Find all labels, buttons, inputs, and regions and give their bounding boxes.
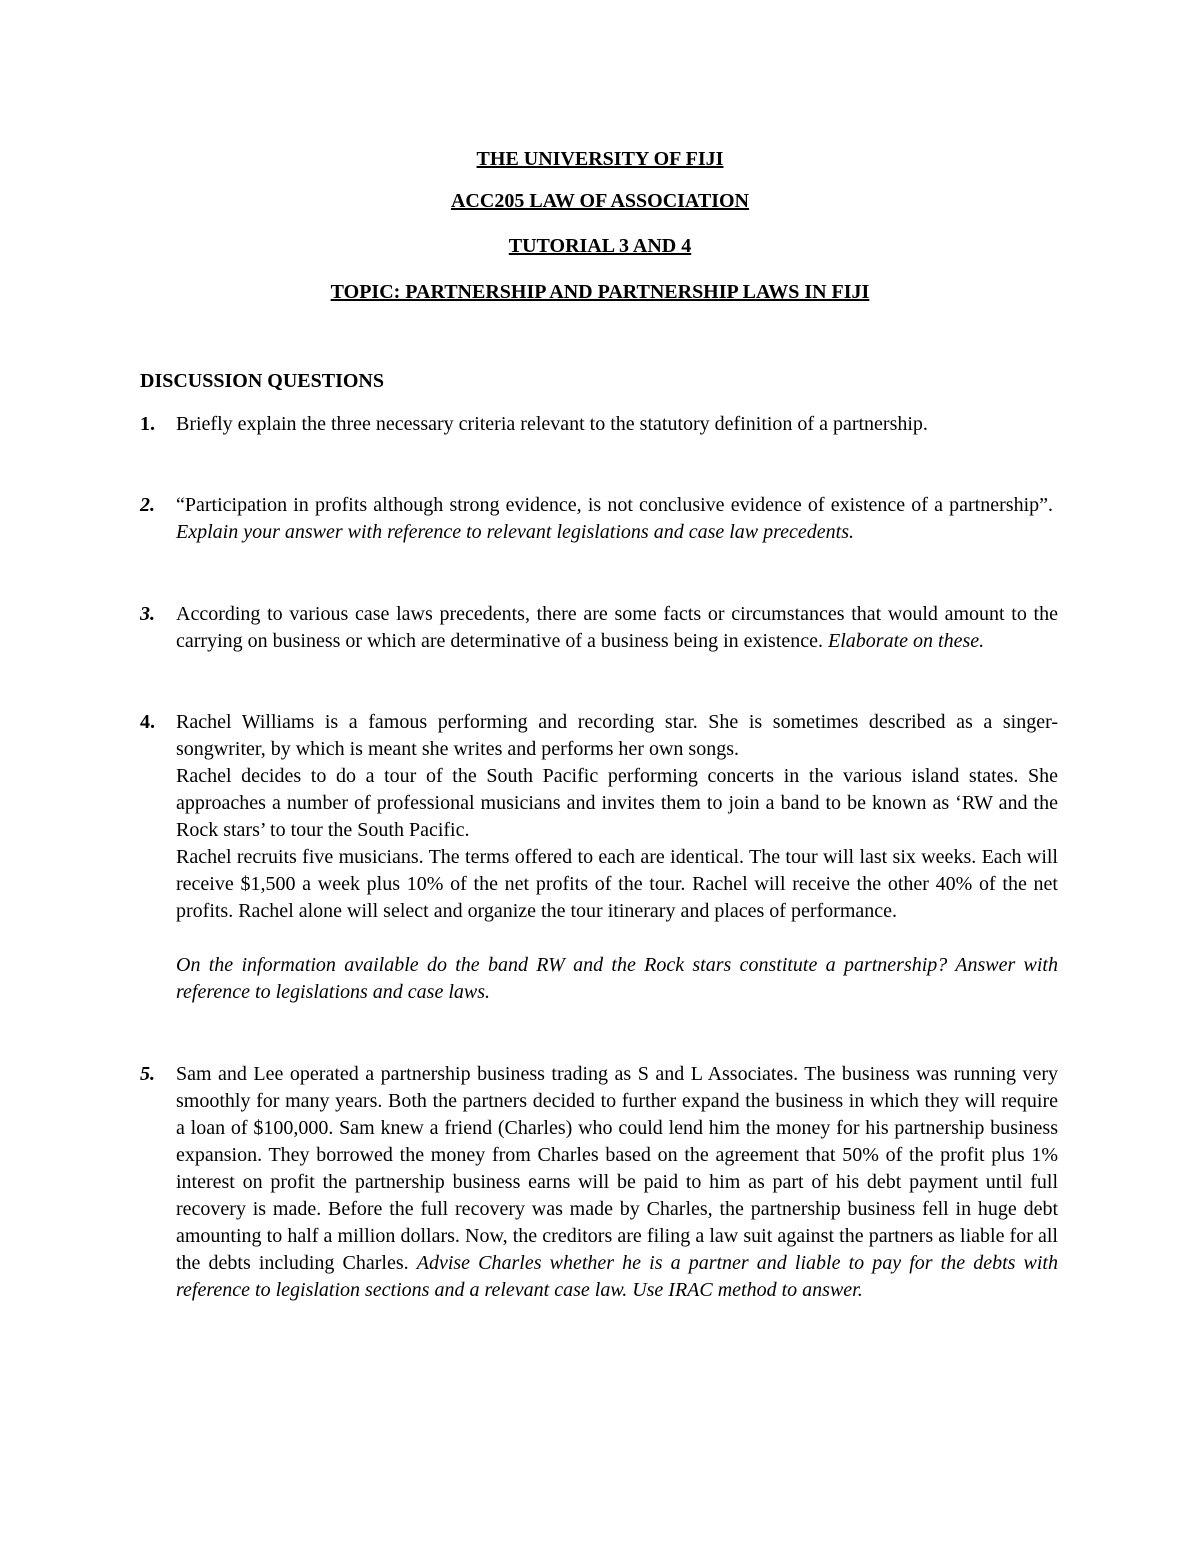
question-3: [140, 601, 1058, 655]
question-5: [140, 1061, 1058, 1304]
question-body: [176, 709, 1058, 1006]
course-title: ACC205 LAW OF ASSOCIATION: [450, 190, 750, 212]
question-body: [176, 1061, 1058, 1304]
question-number: 3.: [140, 603, 155, 625]
question-prompt: On the information available do the band RW and the Rock stars constitute a partnership? Answer with reference to legislations and case laws.: [176, 954, 1058, 1003]
tutorial-title: TUTORIAL 3 AND 4: [508, 235, 692, 257]
question-instruction: Advise Charles whether he is a partner and liable to pay for the debts with reference to legislation sections and a relevant case law. Use IRAC method to answer.: [176, 1252, 1058, 1301]
question-body: [176, 601, 1058, 655]
question-text: Sam and Lee operated a partnership business trading as S and L Associates. The business was running very smoothly for many years. Both the partners decided to further expand the business in which they will require a loan of $100,000. Sam knew a friend (Charles) who could lend him the money for his partnership business expansion. They borrowed the money from Charles based on the agreement that 50% of the profit plus 1% interest on profit the partnership business earns will be paid to him as part of his debt payment until full recovery is made. Before the full recovery was made by Charles, the partnership business fell in huge debt amounting to half a million dollars. Now, the creditors are filing a law suit against the partners as liable for all the debts including Charles.: [176, 1063, 1058, 1274]
question-number: 5.: [140, 1063, 155, 1085]
question-number: 4.: [140, 711, 155, 733]
question-body: [176, 492, 1058, 546]
question-4: [140, 709, 1058, 1006]
question-text: According to various case laws precedents, there are some facts or circumstances that would amount to the carrying on business or which are determinative of a business being in existence.: [176, 603, 1058, 652]
question-paragraph: Rachel decides to do a tour of the South Pacific performing concerts in the various island states. She approaches a number of professional musicians and invites them to join a band to be known as ‘RW and the Rock stars’ to tour the South Pacific.: [176, 765, 1058, 841]
question-body: [176, 411, 1058, 438]
question-instruction: Explain your answer with reference to relevant legislations and case law precedents.: [176, 521, 855, 543]
question-paragraph: Rachel recruits five musicians. The terms offered to each are identical. The tour will last six weeks. Each will receive $1,500 a week plus 10% of the net profits of the tour. Rachel will receive the other 40% of the net profits. Rachel alone will select and organize the tour itinerary and places of performance.: [176, 846, 1058, 922]
topic-title: TOPIC: PARTNERSHIP AND PARTNERSHIP LAWS IN FIJI: [330, 281, 870, 303]
section-title: DISCUSSION QUESTIONS: [140, 370, 384, 392]
question-2: [140, 492, 1058, 546]
question-paragraph: Rachel Williams is a famous performing and recording star. She is sometimes described as a singer-songwriter, by which is meant she writes and performs her own songs.: [176, 711, 1058, 760]
question-number: 2.: [140, 494, 155, 516]
university-title: THE UNIVERSITY OF FIJI: [476, 148, 724, 170]
question-text: “Participation in profits although strong evidence, is not conclusive evidence of existence of a partnership”.: [176, 494, 1053, 516]
question-instruction: Elaborate on these.: [828, 630, 985, 652]
question-number: 1.: [140, 413, 155, 435]
question-text: Briefly explain the three necessary criteria relevant to the statutory definition of a partnership.: [176, 413, 928, 435]
question-1: [140, 411, 1058, 438]
